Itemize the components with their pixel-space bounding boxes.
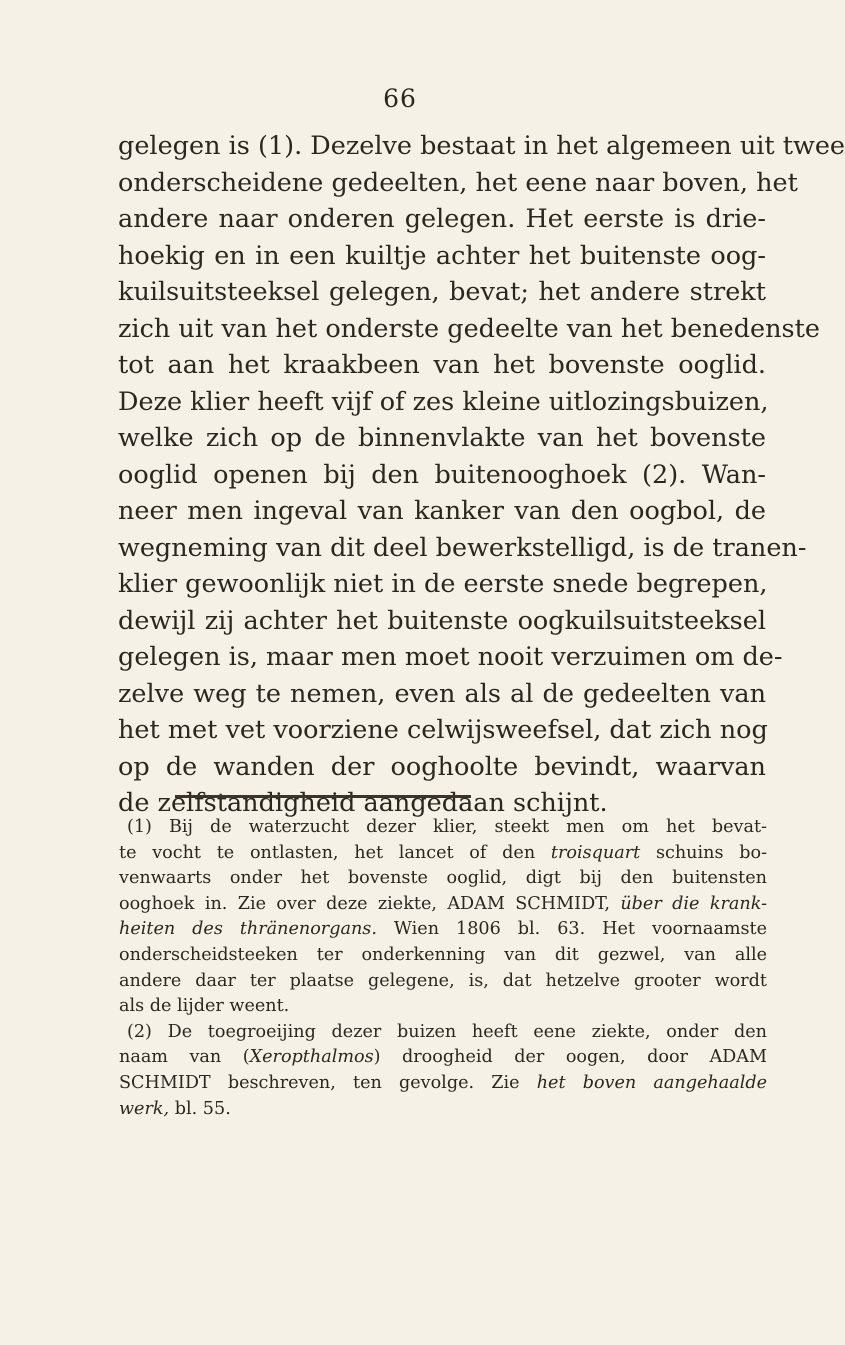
footnote-reference: het boven aangehaalde (536, 1072, 768, 1093)
footnote-1-line: als de lijder weent. (119, 996, 290, 1017)
body-line: kuilsuitsteeksel gelegen, bevat; het andere strekt (118, 277, 766, 307)
body-line: gelegen is, maar men moet nooit verzuimen om de- (118, 642, 783, 672)
footnote-1-line: ooghoek in. Zie over deze ziekte, ADAM SCHMIDT, über die krank- (119, 893, 768, 914)
body-line: andere naar onderen gelegen. Het eerste is drie- (118, 204, 766, 234)
body-line: het met vet voorziene celwijsweefsel, dat zich nog (118, 715, 768, 745)
body-line: zelve weg te nemen, even als al de gedeelten van (118, 678, 766, 709)
footnote-1-line: te vocht te ontlasten, het lancet of den troisquart schuins bo- (119, 842, 768, 863)
footnote-1-line: andere daar ter plaatse gelegene, is, dat hetzelve grooter wordt (119, 970, 767, 991)
page-number: 66 (383, 84, 417, 113)
body-text (118, 128, 845, 822)
body-line: neer men ingeval van kanker van den oogbol, de (118, 496, 766, 526)
body-line: wegneming van dit deel bewerkstelligd, is de tranen- (118, 532, 807, 563)
body-line: op de wanden der ooghoolte bevindt, waarvan (118, 751, 766, 782)
body-line: zich uit van het onderste gedeelte van het benedenste (118, 313, 820, 344)
footnote-2-line: SCHMIDT beschreven, ten gevolge. Zie het boven aangehaalde (119, 1072, 768, 1093)
footnote-2-line: (2) De toegroeijing dezer buizen heeft eene ziekte, onder den (127, 1021, 767, 1042)
body-line: onderscheidene gedeelten, het eene naar boven, het (118, 167, 798, 198)
footnote-1-line: onderscheidsteeken ter onderkenning van dit gezwel, van alle (119, 944, 767, 965)
footnote-1-line: (1) Bij de waterzucht dezer klier, steekt men om het bevat- (127, 817, 767, 837)
body-line: Deze klier heeft vijf of zes kleine uitlozingsbuizen, (118, 386, 769, 417)
footnote-2-line: werk, bl. 55. (119, 1098, 231, 1119)
footnote-2-line: naam van (Xeropthalmos) droogheid der oogen, door ADAM (119, 1047, 767, 1068)
footnote-title: heiten des thränenorgans. (119, 919, 377, 940)
body-line: hoekig en in een kuiltje achter het buitenste oog- (118, 240, 766, 271)
body-line: de zelfstandigheid aangedaan schijnt. (118, 788, 608, 818)
footnote-term: troisquart (550, 842, 641, 863)
footnote-divider (175, 795, 471, 798)
footnote-1-line: heiten des thränenorgans. Wien 1806 bl. 63. Het voornaamste (119, 919, 768, 940)
body-line: ooglid openen bij den buitenooghoek (2). Wan- (118, 459, 766, 490)
body-line: gelegen is (1). Dezelve bestaat in het algemeen uit twee (118, 131, 845, 161)
footnote-1-line: venwaarts onder het bovenste ooglid, digt bij den buitensten (119, 868, 767, 889)
body-line: tot aan het kraakbeen van het bovenste ooglid. (118, 350, 766, 380)
body-line: klier gewoonlijk niet in de eerste snede begrepen, (118, 569, 768, 599)
footnote-term: Xeropthalmos (249, 1047, 374, 1068)
body-line: dewijl zij achter het buitenste oogkuilsuitsteeksel (118, 605, 766, 636)
footnotes (119, 815, 767, 1122)
body-line: welke zich op de binnenvlakte van het bovenste (118, 423, 766, 453)
footnote-title: über die krank- (620, 893, 768, 914)
footnote-reference: werk, (119, 1098, 170, 1119)
